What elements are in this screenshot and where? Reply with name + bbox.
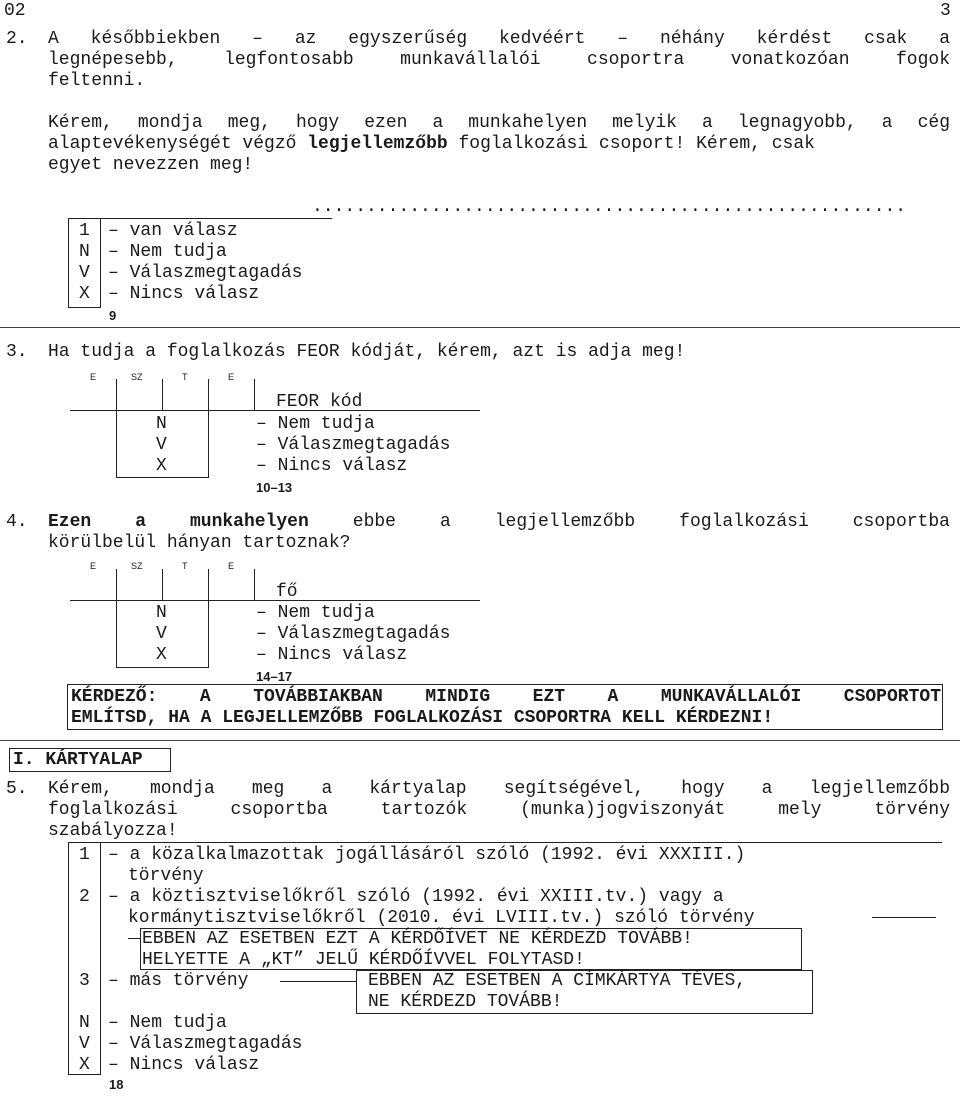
q3-code-n-label: – Nem tudja (256, 414, 375, 434)
page-left-number: 02 (4, 1, 26, 21)
q4-digit-label-e2: E (228, 561, 235, 571)
q2-para2-line1: Kérem, mondja meg, hogy ezen a munkahelyen melyik a legnagyobb, a cég (48, 113, 950, 133)
page-right-number: 3 (940, 1, 951, 21)
q4-code-v-label: – Válaszmegtagadás (256, 624, 451, 644)
q4-code-x-label: – Nincs válasz (256, 645, 408, 665)
q5-option-2-line2: kormánytisztviselőkről (2010. évi LVIII.tv.) szóló törvény (128, 908, 755, 928)
q4-field-label: fő (276, 582, 298, 602)
q2-answer-dots[interactable]: ....................................................... (312, 197, 907, 217)
q3-digit-label-t: T (182, 372, 188, 382)
q4-word: ebbe (352, 512, 396, 532)
q2-para2-line3: egyet nevezzen meg! (48, 155, 254, 175)
q5-code-2[interactable]: 2 (79, 887, 90, 907)
q3-code-x[interactable]: X (156, 456, 167, 476)
q3-digit-label-e2: E (228, 372, 235, 382)
q4-word: a (135, 512, 146, 532)
q2-text-line2: legnépesebb, legfontosabb munkavállalói csoportra vonatkozóan fogok (48, 50, 950, 70)
q5-text-line3: szabályozza! (48, 821, 178, 841)
q5-code-1[interactable]: 1 (79, 845, 90, 865)
q5-option-2-note1: EBBEN AZ ESETBEN EZT A KÉRDŐÍVET NE KÉRDEZD TOVÁBB! (142, 929, 693, 949)
q2-text-line1: A későbbiekben – az egyszerűség kedvéért – néhány kérdést csak a (48, 29, 950, 49)
q5-column-number: 18 (109, 1077, 124, 1092)
instruction-line2: EMLÍTSD, HA A LEGJELLEMZŐBB FOGLALKOZÁSI CSOPORTRA KELL KÉRDEZNI! (71, 708, 774, 728)
q3-field-label: FEOR kód (276, 392, 363, 412)
q4-word: csoportba (852, 512, 950, 532)
q4-digit-label-sz: SZ (131, 561, 143, 571)
q2-code-1-label: – van válasz (108, 221, 238, 241)
q4-code-n[interactable]: N (156, 603, 167, 623)
q2-code-n[interactable]: N (79, 242, 90, 262)
q5-option-2-note2: HELYETTE A „KT” JELŰ KÉRDŐÍVVEL FOLYTASD! (142, 950, 585, 970)
q2-column-number: 9 (109, 308, 117, 323)
q4-word: legjellemzőbb (494, 512, 636, 532)
instruction-line1: KÉRDEZŐ: A TOVÁBBIAKBAN MINDIG EZT A MUNKAVÁLLALÓI CSOPORTOT (71, 687, 941, 707)
q5-code-v-label: – Válaszmegtagadás (108, 1034, 303, 1054)
q4-digit-label-t: T (182, 561, 188, 571)
q5-code-x-label: – Nincs válasz (108, 1055, 260, 1075)
q4-code-v[interactable]: V (156, 624, 167, 644)
q5-option-3-note2: NE KÉRDEZD TOVÁBB! (368, 992, 563, 1012)
q4-text-line2: körülbelül hányan tartoznak? (48, 533, 351, 553)
q4-word: munkahelyen (189, 512, 309, 532)
q3-digit-label-sz: SZ (131, 372, 143, 382)
q4-word: foglalkozási (679, 512, 809, 532)
q4-column-number: 14–17 (256, 669, 293, 684)
q4-code-n-label: – Nem tudja (256, 603, 375, 623)
q2-para2-line2-start: alaptevékenységét végző (48, 134, 308, 154)
q3-number: 3. (6, 342, 28, 362)
q3-text: Ha tudja a foglalkozás FEOR kódját, kérem, azt is adja meg! (48, 342, 686, 362)
q3-code-x-label: – Nincs válasz (256, 456, 408, 476)
q5-code-x[interactable]: X (79, 1055, 90, 1075)
q2-code-n-label: – Nem tudja (108, 242, 227, 262)
q4-text-line1 (48, 512, 950, 533)
q2-para2-line2 (48, 134, 950, 155)
q5-code-n[interactable]: N (79, 1013, 90, 1033)
q2-text-line3: feltenni. (48, 71, 146, 91)
q2-code-v[interactable]: V (79, 263, 90, 283)
q5-option-3-label: – más törvény (108, 971, 249, 991)
q4-digit-label-e1: E (90, 561, 97, 571)
q5-code-n-label: – Nem tudja (108, 1013, 227, 1033)
q3-code-n[interactable]: N (156, 414, 167, 434)
q2-bold-word: legjellemzőbb (307, 134, 448, 154)
q5-option-3-note1: EBBEN AZ ESETBEN A CÍMKÁRTYA TÉVES, (368, 971, 747, 991)
q3-code-v-label: – Válaszmegtagadás (256, 435, 451, 455)
q2-code-x[interactable]: X (79, 284, 90, 304)
q4-number: 4. (6, 512, 28, 532)
q5-option-1-line1: – a közalkalmazottak jogállásáról szóló (1992. évi XXXIII.) (108, 845, 746, 865)
q2-number: 2. (6, 29, 28, 49)
q5-text-line1: Kérem, mondja meg a kártyalap segítségével, hogy a legjellemzőbb (48, 779, 950, 799)
q5-option-1-line2: törvény (128, 866, 204, 886)
q5-code-v[interactable]: V (79, 1034, 90, 1054)
q5-option-2-line1: – a köztisztviselőkről szóló (1992. évi XXIII.tv.) vagy a (108, 887, 724, 907)
q3-digit-label-e1: E (90, 372, 97, 382)
q3-code-v[interactable]: V (156, 435, 167, 455)
q5-text-line2: foglalkozási csoportba tartozók (munka)jogviszonyát mely törvény (48, 800, 950, 820)
q2-code-1[interactable]: 1 (79, 221, 90, 241)
q2-code-x-label: – Nincs válasz (108, 284, 260, 304)
q4-code-x[interactable]: X (156, 645, 167, 665)
q5-number: 5. (6, 779, 28, 799)
q3-column-number: 10–13 (256, 480, 293, 495)
q4-word: a (439, 512, 451, 532)
q5-code-3[interactable]: 3 (79, 971, 90, 991)
q2-para2-line2-end: foglalkozási csoport! Kérem, csak (447, 134, 815, 154)
q4-word: Ezen (48, 512, 92, 532)
q2-code-v-label: – Válaszmegtagadás (108, 263, 303, 283)
section-title: I. KÁRTYALAP (13, 750, 143, 770)
